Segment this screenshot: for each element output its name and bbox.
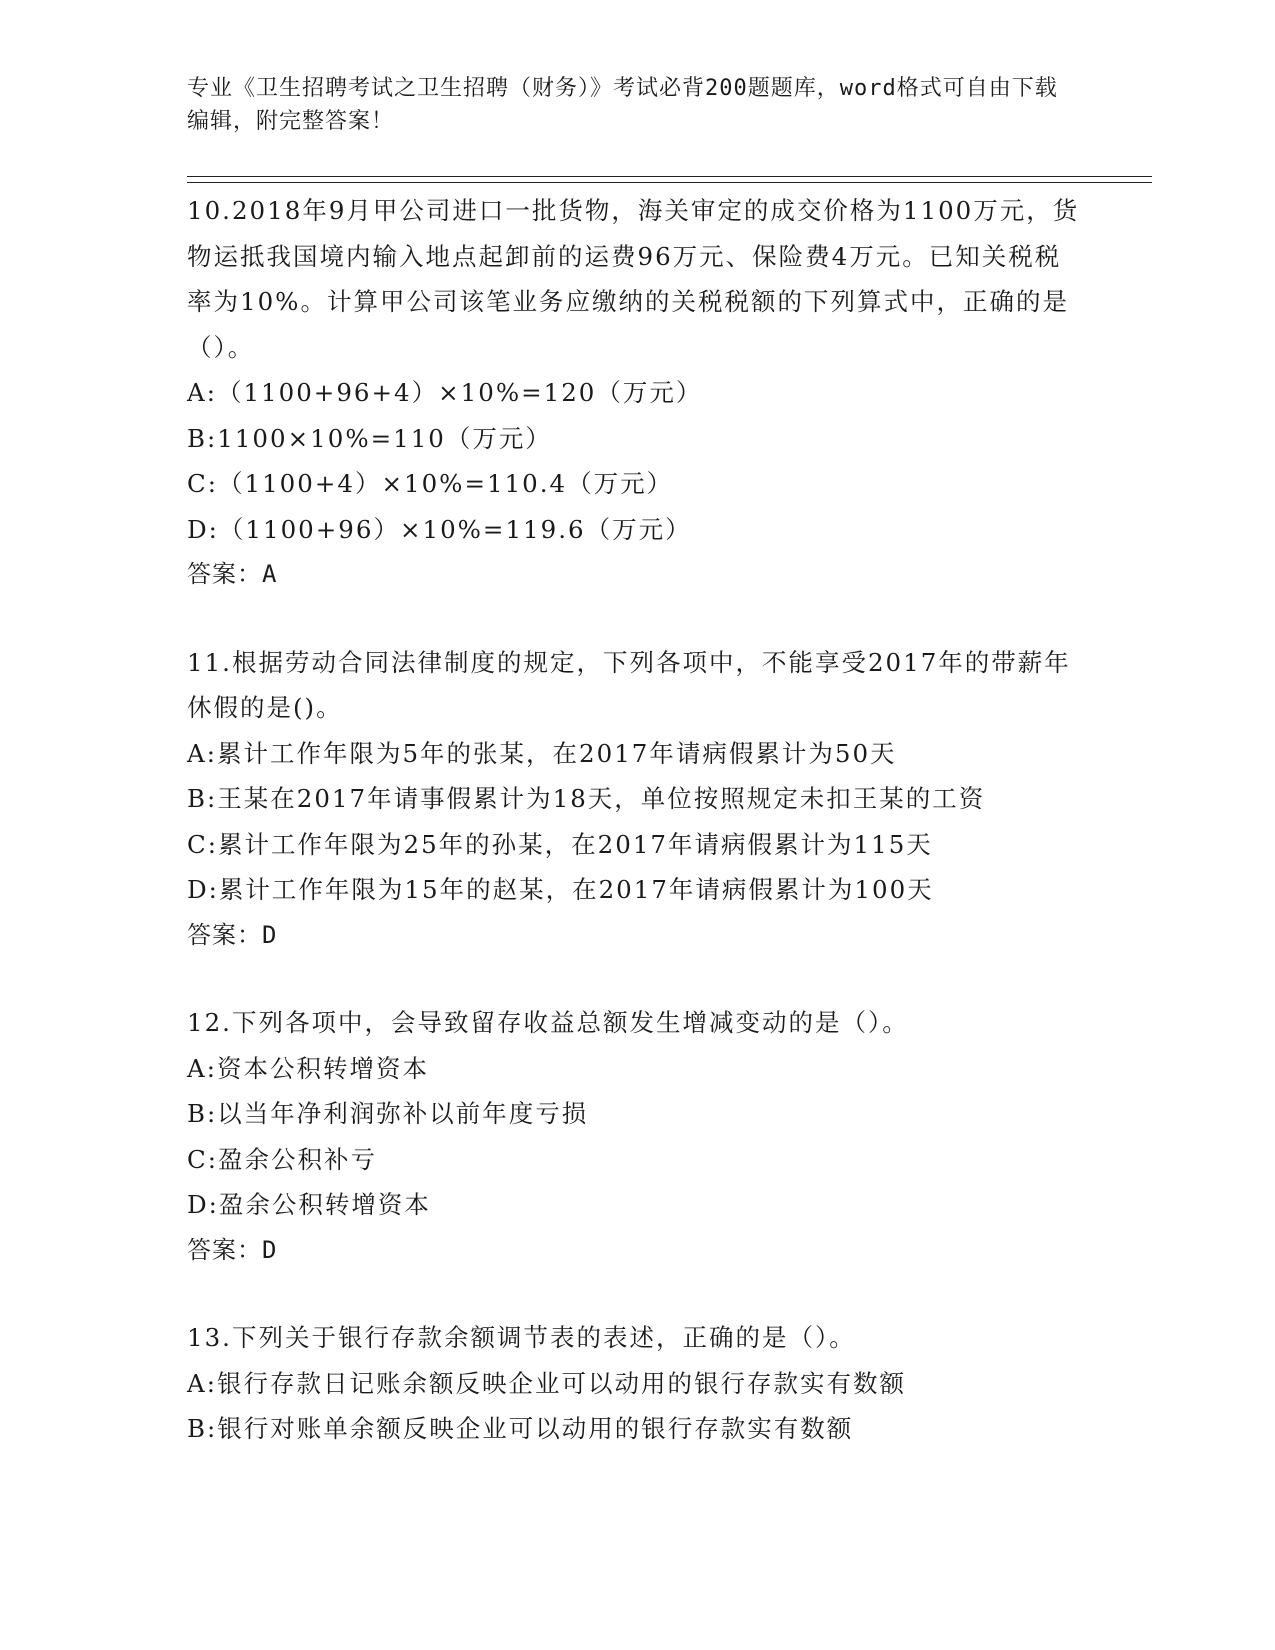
option-a: A:（1100+96+4）×10%=120（万元）: [187, 378, 703, 407]
question-10: [187, 188, 1087, 598]
question-12: [187, 1000, 1087, 1273]
option-d: D:盈余公积转增资本: [187, 1190, 431, 1219]
option-a: A:资本公积转增资本: [187, 1053, 429, 1083]
option-c: C:累计工作年限为25年的孙某，在2017年请病假累计为115天: [187, 829, 933, 859]
option-c: C:（1100+4）×10%=110.4（万元）: [187, 469, 674, 498]
option-c: C:盈余公积补亏: [187, 1144, 377, 1174]
question-list: [187, 188, 1087, 1494]
option-a: A:银行存款日记账余额反映企业可以动用的银行存款实有数额: [187, 1368, 906, 1398]
option-b: B:以当年净利润弥补以前年度亏损: [187, 1099, 589, 1128]
question-text: 13.下列关于银行存款余额调节表的表述，正确的是（）。: [187, 1323, 856, 1352]
option-b: B:银行对账单余额反映企业可以动用的银行存款实有数额: [187, 1414, 854, 1443]
answer-label: 答案：A: [187, 560, 278, 588]
question-11: [187, 640, 1087, 959]
option-b: B:1100×10%=110（万元）: [187, 423, 552, 453]
question-text: 11.根据劳动合同法律制度的规定，下列各项中，不能享受2017年的带薪年休假的是()。: [187, 647, 1071, 722]
question-text: 10.2018年9月甲公司进口一批货物，海关审定的成交价格为1100万元，货物运抵我国境内输入地点起卸前的运费96万元、保险费4万元。已知关税税率为10%。计算甲公司该笔业务应缴纳的关税税额的下列算式中，正确的是（）。: [187, 196, 1080, 362]
question-13: [187, 1315, 1087, 1452]
answer-label: 答案：D: [187, 920, 278, 949]
option-d: D:（1100+96）×10%=119.6（万元）: [187, 514, 692, 544]
question-text: 12.下列各项中，会导致留存收益总额发生增减变动的是（）。: [187, 1008, 909, 1037]
option-d: D:累计工作年限为15年的赵某，在2017年请病假累计为100天: [187, 875, 934, 904]
option-b: B:王某在2017年请事假累计为18天，单位按照规定未扣王某的工资: [187, 784, 986, 813]
header-divider-bottom: [187, 182, 1152, 183]
document-header: 专业《卫生招聘考试之卫生招聘（财务）》考试必背200题题库，word格式可自由下载编辑，附完整答案！: [187, 76, 1058, 134]
option-a: A:累计工作年限为5年的张某，在2017年请病假累计为50天: [187, 738, 897, 768]
answer-label: 答案：D: [187, 1235, 278, 1264]
header-divider-top: [187, 176, 1152, 177]
